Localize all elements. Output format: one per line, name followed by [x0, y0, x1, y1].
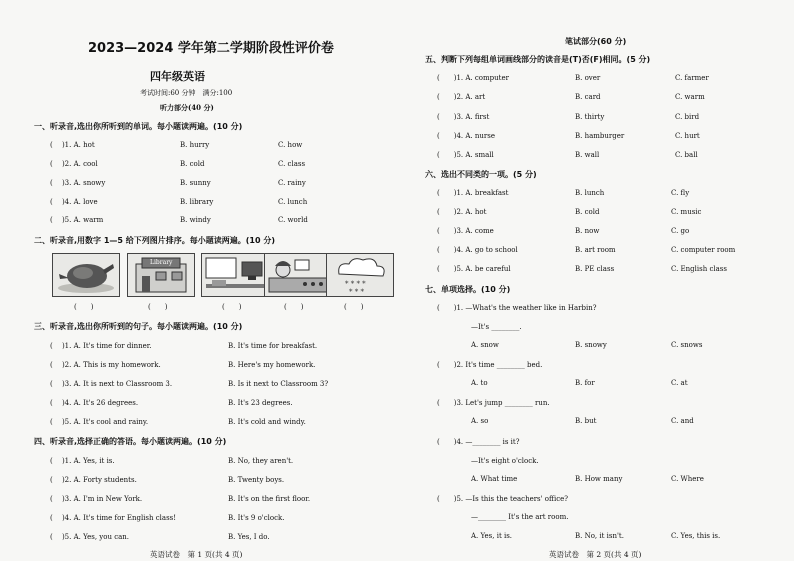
option-b: B. No, it isn't. [575, 532, 624, 540]
right-page [397, 0, 794, 561]
option-a: A. so [471, 417, 489, 425]
picture-order-blank[interactable]: ( ) [148, 303, 168, 311]
option-a: A. snow [471, 341, 499, 349]
question-row: ( )2. It's time ________ bed. [437, 361, 543, 369]
option-b: B. library [180, 198, 214, 206]
question-row: ( )5. —Is this the teachers' office? [437, 495, 569, 503]
question-row: ( )3. A. first [437, 113, 490, 121]
svg-text:* * * *: * * * * [345, 280, 366, 288]
question-reply: —It's ________. [471, 323, 522, 331]
option-c: C. snows [671, 341, 703, 349]
exam-info: 考试时间:60 分钟 满分:100 [140, 89, 233, 97]
question-row: ( )3. A. snowy [50, 179, 106, 187]
option-c: C. class [278, 160, 306, 168]
question-row: ( )5. A. Yes, you can. [50, 533, 130, 541]
question-row: ( )3. A. come [437, 227, 494, 235]
option-b: B. hurry [180, 141, 210, 149]
section-5-heading: 五、判断下列每组单词画线部分的读音是(T)否(F)相同。(5 分) [425, 55, 651, 64]
question-row: ( )1. —What's the weather like in Harbin? [437, 304, 597, 312]
option-b: B. windy [180, 216, 211, 224]
question-row: ( )4. A. nurse [437, 132, 495, 140]
classroom-computer-picture [201, 253, 269, 297]
girl-in-bed-picture [264, 253, 332, 297]
page-footer: 英语试卷 第 1 页(共 4 页) [150, 550, 243, 559]
listening-label: 听力部分(40 分) [160, 103, 214, 112]
option-b: B. Yes, I do. [228, 533, 270, 541]
question-row: ( )4. A. go to school [437, 246, 518, 254]
option-c: C. rainy [278, 179, 306, 187]
option-b: B. art room [575, 246, 616, 254]
question-row: ( )5. A. It's cool and rainy. [50, 418, 149, 426]
option-c: C. at [671, 379, 688, 387]
question-row: ( )5. A. warm [50, 216, 104, 224]
question-row: ( )5. A. small [437, 151, 494, 159]
option-c: C. and [671, 417, 694, 425]
option-b: B. PE class [575, 265, 615, 273]
snow-cloud-picture [326, 253, 394, 297]
question-row: ( )2. A. Forty students. [50, 476, 137, 484]
option-b: B. Here's my homework. [228, 361, 316, 369]
option-b: B. snowy [575, 341, 607, 349]
option-b: B. but [575, 417, 597, 425]
library-sign: Library [150, 259, 173, 266]
option-b: B. lunch [575, 189, 605, 197]
option-c: C. music [671, 208, 702, 216]
option-b: B. No, they aren't. [228, 457, 294, 465]
option-c: C. warm [675, 93, 705, 101]
option-b: B. for [575, 379, 595, 387]
roast-chicken-picture [52, 253, 120, 297]
option-c: C. lunch [278, 198, 308, 206]
option-c: C. go [671, 227, 690, 235]
option-c: C. fly [671, 189, 690, 197]
question-row: ( )2. A. cool [50, 160, 98, 168]
picture-order-blank[interactable]: ( ) [284, 303, 304, 311]
option-b: B. wall [575, 151, 600, 159]
option-b: B. Is it next to Classroom 3? [228, 380, 329, 388]
exam-subtitle: 四年级英语 [150, 70, 205, 83]
option-b: B. Twenty boys. [228, 476, 285, 484]
option-b: B. cold [575, 208, 600, 216]
svg-text:* * *: * * * [349, 288, 364, 296]
option-c: C. bird [675, 113, 700, 121]
question-row: ( )1. A. hot [50, 141, 95, 149]
section-3-heading: 三、听录音,选出你所听到的句子。每小题读两遍。(10 分) [34, 322, 243, 331]
picture-order-blank[interactable]: ( ) [222, 303, 242, 311]
question-reply: —________ It's the art room. [471, 513, 569, 521]
picture-order-blank[interactable]: ( ) [344, 303, 364, 311]
option-b: B. over [575, 74, 601, 82]
option-b: B. How many [575, 475, 623, 483]
section-1-heading: 一、听录音,选出你所听到的单词。每小题读两遍。(10 分) [34, 122, 243, 131]
question-row: ( )4. A. love [50, 198, 98, 206]
option-b: B. card [575, 93, 601, 101]
option-a: A. What time [471, 475, 518, 483]
section-2-heading: 二、听录音,用数字 1—5 给下列图片排序。每小题读两遍。(10 分) [34, 236, 275, 245]
written-part-label: 笔试部分(60 分) [565, 37, 627, 46]
question-row: ( )3. A. It is next to Classroom 3. [50, 380, 173, 388]
section-6-heading: 六、选出不同类的一项。(5 分) [425, 170, 537, 179]
option-b: B. sunny [180, 179, 211, 187]
option-a: A. Yes, it is. [471, 532, 513, 540]
question-row: ( )4. A. It's time for English class! [50, 514, 177, 522]
option-a: A. to [471, 379, 488, 387]
question-row: ( )3. A. I'm in New York. [50, 495, 143, 503]
question-row: ( )5. A. be careful [437, 265, 511, 273]
option-b: B. thirty [575, 113, 605, 121]
option-b: B. It's on the first floor. [228, 495, 311, 503]
option-c: C. English class [671, 265, 727, 273]
page-footer: 英语试卷 第 2 页(共 4 页) [549, 550, 642, 559]
section-4-heading: 四、听录音,选择正确的答语。每小题读两遍。(10 分) [34, 437, 227, 446]
option-c: C. how [278, 141, 303, 149]
option-b: B. It's 9 o'clock. [228, 514, 285, 522]
question-row: ( )2. A. hot [437, 208, 487, 216]
question-row: ( )3. Let's jump ________ run. [437, 399, 550, 407]
question-row: ( )4. —________ is it? [437, 438, 520, 446]
question-row: ( )4. A. It's 26 degrees. [50, 399, 139, 407]
option-c: C. ball [675, 151, 698, 159]
question-row: ( )2. A. art [437, 93, 486, 101]
option-b: B. cold [180, 160, 205, 168]
option-b: B. now [575, 227, 600, 235]
option-c: C. Yes, this is. [671, 532, 721, 540]
option-c: C. farmer [675, 74, 709, 82]
question-row: ( )1. A. breakfast [437, 189, 509, 197]
question-reply: —It's eight o'clock. [471, 457, 539, 465]
question-row: ( )1. A. Yes, it is. [50, 457, 115, 465]
option-b: B. It's 23 degrees. [228, 399, 293, 407]
option-c: C. Where [671, 475, 704, 483]
question-row: ( )1. A. computer [437, 74, 509, 82]
exam-title: 2023—2024 学年第二学期阶段性评价卷 [88, 41, 334, 56]
question-row: ( )2. A. This is my homework. [50, 361, 161, 369]
option-b: B. It's time for breakfast. [228, 342, 318, 350]
section-7-heading: 七、单项选择。(10 分) [425, 285, 511, 294]
option-b: B. hamburger [575, 132, 625, 140]
option-c: C. computer room [671, 246, 736, 254]
picture-order-blank[interactable]: ( ) [74, 303, 94, 311]
library-picture [127, 253, 195, 297]
option-c: C. world [278, 216, 308, 224]
option-c: C. hurt [675, 132, 700, 140]
question-row: ( )1. A. It's time for dinner. [50, 342, 152, 350]
option-b: B. It's cold and windy. [228, 418, 306, 426]
